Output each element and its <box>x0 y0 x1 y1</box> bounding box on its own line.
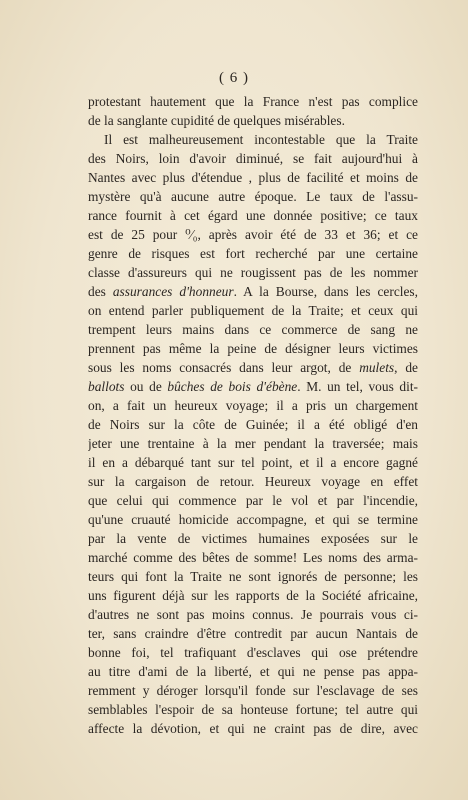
text-segment: . A la Bourse, dans les cercles, <box>233 284 418 299</box>
text-line <box>88 301 418 320</box>
text-segment: des Noirs, loin d'avoir diminué, se fait aujourd'hui à <box>88 151 418 166</box>
text-segment: Nantes avec plus d'étendue , plus de facilité et moins de <box>88 170 418 185</box>
text-segment: d'autres ne sont pas moins connus. Je pourrais vous ci- <box>88 607 418 622</box>
text-segment: mystère qu'à aucune autre époque. Le taux de l'assu- <box>88 189 418 204</box>
text-segment: est de 25 pour ⁰⁄₀, après avoir été de 33 et 36; et ce <box>88 227 418 242</box>
text-line <box>88 282 418 301</box>
text-segment: de Noirs sur la côte de Guinée; il a été obligé d'en <box>88 417 418 432</box>
text-line <box>88 491 418 510</box>
text-line <box>88 567 418 586</box>
text-line <box>88 662 418 681</box>
text-line <box>88 92 418 111</box>
text-segment: uns figurent déjà sur les rapports de la Société africaine, <box>88 588 418 603</box>
text-segment: marché comme des bêtes de somme! Les noms des arma- <box>88 550 418 565</box>
text-segment: ou de <box>124 379 168 394</box>
text-segment: des <box>88 284 113 299</box>
text-line <box>88 263 418 282</box>
text-segment: il en a débarqué tant sur tel point, et il a encore gagné <box>88 455 418 470</box>
text-segment: genre de risques est fort recherché par une certaine <box>88 246 418 261</box>
text-line <box>88 643 418 662</box>
text-segment: remment y déroger lorsqu'il fonde sur l'esclavage de ses <box>88 683 418 698</box>
text-line <box>88 415 418 434</box>
text-segment: sur la cargaison de retour. Heureux voyage en effet <box>88 474 418 489</box>
text-line <box>88 111 418 130</box>
text-segment: par la vente de victimes humaines exposées sur le <box>88 531 418 546</box>
text-segment: de la sanglante cupidité de quelques misérables. <box>88 113 345 128</box>
text-segment: affecte la dévotion, et qui ne craint pas de dire, avec <box>88 721 418 736</box>
text-line <box>88 681 418 700</box>
italic-text: ballots <box>88 379 125 394</box>
italic-text: bûches de bois d'ébène <box>167 379 298 394</box>
text-line <box>88 472 418 491</box>
text-segment: semblables l'espoir de sa honteuse fortune; tel autre qui <box>88 702 418 717</box>
text-segment: , de <box>394 360 418 375</box>
text-segment: que celui qui commence par le vol et par l'incendie, <box>88 493 418 508</box>
text-segment: Il est malheureusement incontestable que la Traite <box>104 132 418 147</box>
text-segment: trempent leurs mains dans ce commerce de sang ne <box>88 322 418 337</box>
text-line <box>88 624 418 643</box>
text-line <box>88 130 418 149</box>
body-text <box>88 92 418 738</box>
text-line <box>88 187 418 206</box>
text-line <box>88 149 418 168</box>
text-line <box>88 244 418 263</box>
text-line <box>88 605 418 624</box>
text-segment: . M. un tel, vous dit- <box>297 379 418 394</box>
italic-text: mulets <box>359 360 395 375</box>
text-segment: rance fournit à cet égard une donnée positive; ce taux <box>88 208 418 223</box>
italic-text: assurances d'honneur <box>112 284 234 299</box>
text-line <box>88 358 418 377</box>
text-segment: jeter une trentaine à la mer pendant la traversée; mais <box>88 436 418 451</box>
text-segment: sous les noms consacrés dans leur argot, de <box>88 360 360 375</box>
text-line <box>88 339 418 358</box>
text-line <box>88 320 418 339</box>
text-line <box>88 700 418 719</box>
text-segment: protestant hautement que la France n'est pas complice <box>88 94 418 109</box>
text-line <box>88 586 418 605</box>
text-segment: au titre d'ami de la liberté, et qui ne pense pas appa- <box>88 664 418 679</box>
text-line <box>88 377 418 396</box>
text-segment: prennent pas même la peine de désigner leurs victimes <box>88 341 418 356</box>
text-line <box>88 529 418 548</box>
text-line <box>88 719 418 738</box>
text-line <box>88 453 418 472</box>
text-segment: on, a fait un heureux voyage; il a pris un chargement <box>88 398 418 413</box>
text-segment: teurs qui font la Traite ne sont ignorés de personne; les <box>88 569 418 584</box>
text-segment: on entend parler publiquement de la Traite; et ceux qui <box>88 303 418 318</box>
text-segment: bonne foi, tel trafiquant d'esclaves qui ose prétendre <box>88 645 418 660</box>
text-line <box>88 168 418 187</box>
text-line <box>88 510 418 529</box>
text-line <box>88 396 418 415</box>
text-line <box>88 206 418 225</box>
text-segment: ter, sans craindre d'être contredit par aucun Nantais de <box>88 626 418 641</box>
text-line <box>88 434 418 453</box>
text-line <box>88 225 418 244</box>
text-segment: qu'une cruauté homicide accompagne, et qui se termine <box>88 512 418 527</box>
text-line <box>88 548 418 567</box>
text-segment: classe d'assureurs qui ne rougissent pas de les nommer <box>88 265 418 280</box>
page-number: ( 6 ) <box>219 70 249 86</box>
